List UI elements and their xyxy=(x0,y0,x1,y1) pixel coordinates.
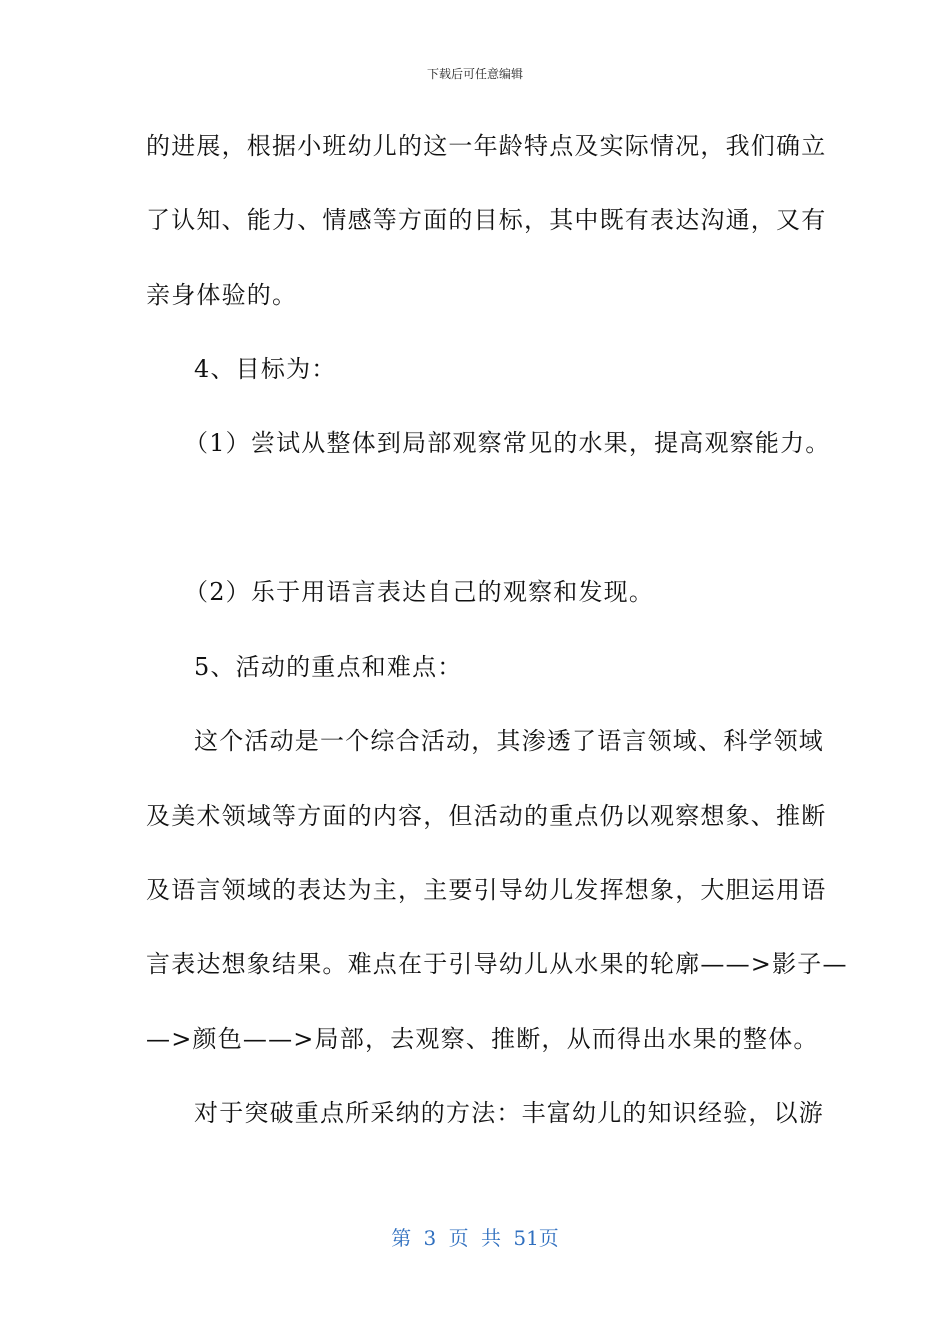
text-line: 及语言领域的表达为主，主要引导幼儿发挥想象，大胆运用语 xyxy=(146,876,827,904)
text-line: 对于突破重点所采纳的方法：丰富幼儿的知识经验，以游 xyxy=(194,1099,824,1127)
text-line: —>颜色——>局部，去观察、推断，从而得出水果的整体。 xyxy=(146,1025,819,1053)
list-item: （2）乐于用语言表达自己的观察和发现。 xyxy=(184,578,655,606)
text-line: 的进展，根据小班幼儿的这一年龄特点及实际情况，我们确立 xyxy=(146,132,827,160)
section-heading: 4、目标为： xyxy=(194,355,337,383)
text-line: 及美术领域等方面的内容，但活动的重点仍以观察想象、推断 xyxy=(146,802,827,830)
text-line: 了认知、能力、情感等方面的目标，其中既有表达沟通，又有 xyxy=(146,206,827,234)
section-heading: 5、活动的重点和难点： xyxy=(194,653,463,681)
text-line: 言表达想象结果。难点在于引导幼儿从水果的轮廓——>影子— xyxy=(146,950,848,978)
page-header: 下载后可任意编辑 xyxy=(426,67,523,81)
page-number-footer: 第 3 页 共 51页 xyxy=(391,1226,559,1250)
text-line: 亲身体验的。 xyxy=(146,281,298,309)
list-item: （1）尝试从整体到局部观察常见的水果，提高观察能力。 xyxy=(184,429,831,457)
text-line: 这个活动是一个综合活动，其渗透了语言领域、科学领域 xyxy=(194,727,824,755)
